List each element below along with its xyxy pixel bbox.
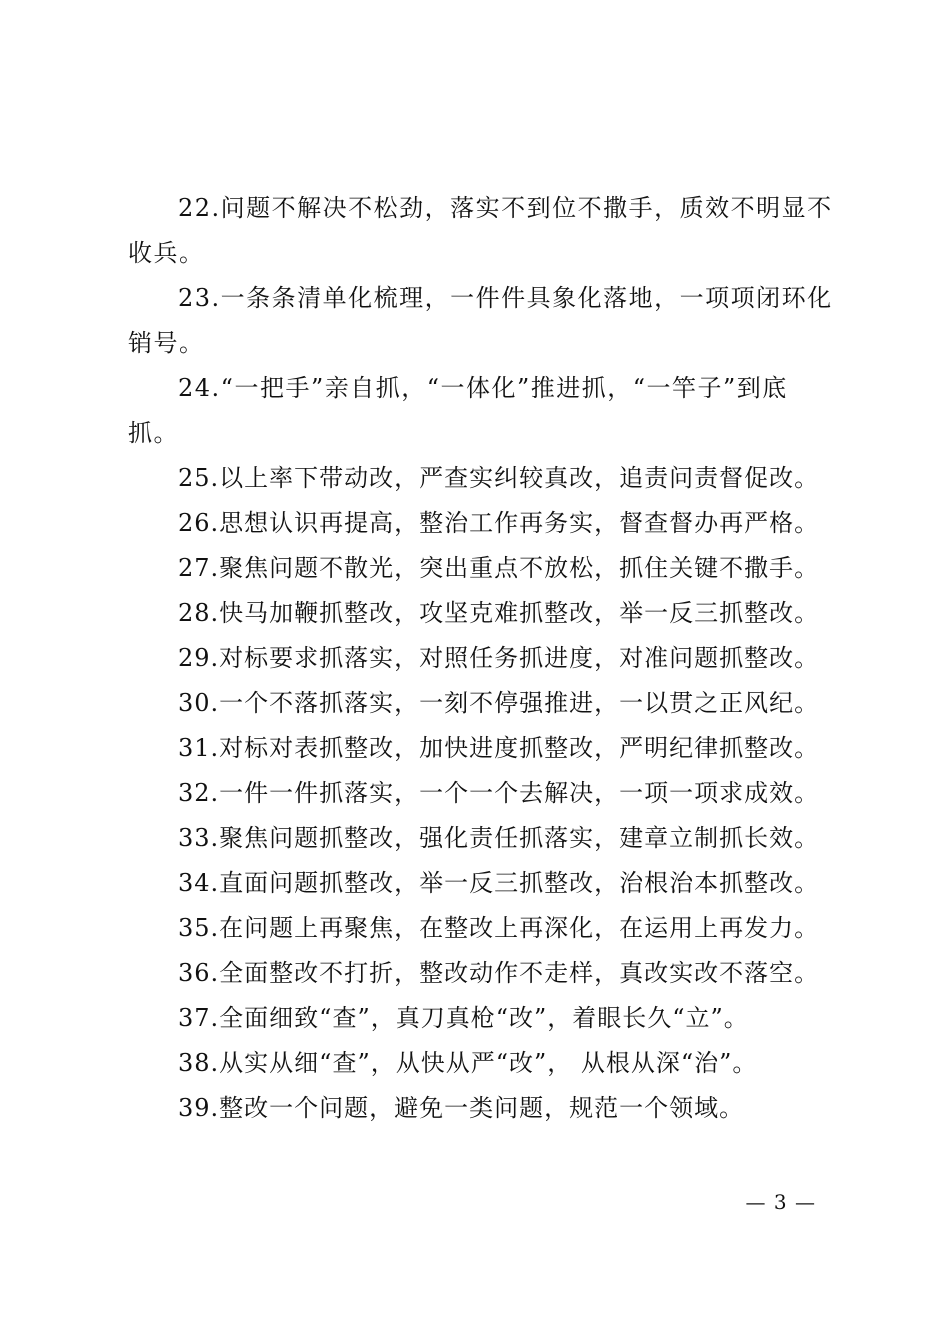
- item-text: “一把手”亲自抓，“一体化”推进抓，“一竿子”到底抓。: [128, 374, 788, 447]
- item-text: 聚焦问题不散光，突出重点不放松，抓住关键不撒手。: [219, 554, 820, 582]
- list-item-27: [128, 546, 833, 591]
- item-number: 37.: [178, 1004, 220, 1032]
- list-item-35: [128, 906, 833, 951]
- item-number: 33.: [178, 824, 220, 852]
- item-number: 25.: [178, 464, 220, 492]
- list-item-34: [128, 861, 833, 906]
- item-text: 直面问题抓整改，举一反三抓整改，治根治本抓整改。: [219, 869, 820, 897]
- item-list: [128, 186, 833, 1131]
- list-item-24: [128, 366, 833, 456]
- item-text: 整改一个问题，避免一类问题，规范一个领域。: [219, 1094, 745, 1122]
- item-text: 问题不解决不松劲，落实不到位不撒手，质效不明显不收兵。: [128, 194, 833, 267]
- item-number: 32.: [178, 779, 220, 807]
- list-item-26: [128, 501, 833, 546]
- item-text: 从实从细“查”，从快从严“改”， 从根从深“治”。: [219, 1049, 758, 1077]
- list-item-28: [128, 591, 833, 636]
- item-text: 一条条清单化梳理，一件件具象化落地，一项项闭环化销号。: [128, 284, 833, 357]
- item-number: 39.: [178, 1094, 220, 1122]
- item-number: 36.: [178, 959, 220, 987]
- item-text: 全面整改不打折，整改动作不走样，真改实改不落空。: [219, 959, 820, 987]
- item-number: 31.: [178, 734, 220, 762]
- list-item-29: [128, 636, 833, 681]
- list-item-33: [128, 816, 833, 861]
- list-item-30: [128, 681, 833, 726]
- item-text: 对标要求抓落实，对照任务抓进度，对准问题抓整改。: [219, 644, 820, 672]
- list-item-36: [128, 951, 833, 996]
- item-number: 38.: [178, 1049, 220, 1077]
- item-number: 27.: [178, 554, 220, 582]
- list-item-37: [128, 996, 833, 1041]
- list-item-39: [128, 1086, 833, 1131]
- list-item-25: [128, 456, 833, 501]
- item-text: 思想认识再提高，整治工作再务实，督查督办再严格。: [219, 509, 820, 537]
- item-text: 全面细致“查”，真刀真枪“改”，着眼长久“立”。: [219, 1004, 749, 1032]
- item-number: 30.: [178, 689, 220, 717]
- item-number: 29.: [178, 644, 220, 672]
- list-item-31: [128, 726, 833, 771]
- list-item-22: [128, 186, 833, 276]
- item-number: 35.: [178, 914, 220, 942]
- item-number: 24.: [178, 374, 221, 402]
- item-number: 26.: [178, 509, 220, 537]
- item-text: 对标对表抓整改，加快进度抓整改，严明纪律抓整改。: [219, 734, 820, 762]
- item-number: 28.: [178, 599, 220, 627]
- item-text: 在问题上再聚焦，在整改上再深化，在运用上再发力。: [219, 914, 820, 942]
- list-item-32: [128, 771, 833, 816]
- item-text: 一件一件抓落实，一个一个去解决，一项一项求成效。: [219, 779, 820, 807]
- item-number: 23.: [178, 284, 221, 312]
- item-text: 快马加鞭抓整改，攻坚克难抓整改，举一反三抓整改。: [219, 599, 820, 627]
- item-number: 22.: [178, 194, 221, 222]
- item-number: 34.: [178, 869, 220, 897]
- item-text: 聚焦问题抓整改，强化责任抓落实，建章立制抓长效。: [219, 824, 820, 852]
- page-number: — 3 —: [745, 1190, 816, 1214]
- list-item-38: [128, 1041, 833, 1086]
- item-text: 一个不落抓落实，一刻不停强推进，一以贯之正风纪。: [219, 689, 820, 717]
- list-item-23: [128, 276, 833, 366]
- item-text: 以上率下带动改，严查实纠较真改，追责问责督促改。: [219, 464, 820, 492]
